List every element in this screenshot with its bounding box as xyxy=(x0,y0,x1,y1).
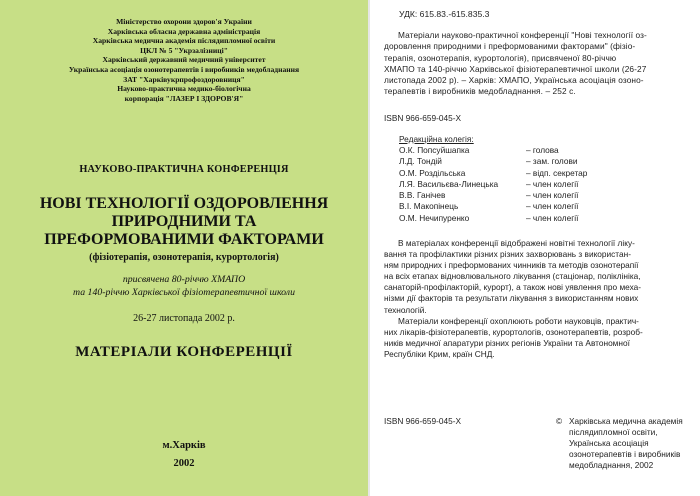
summary-line: вання та профілактики різних різних захворювань з використан- xyxy=(384,249,631,260)
summary-line: ників медичної апаратури різних регіонів України та Автономної xyxy=(384,337,630,348)
dedication-line: та 140-річчю Харківської фізіотерапевтичної школи xyxy=(73,286,295,298)
organization-line: Харківський державний медичний університет xyxy=(102,55,266,65)
abstract-line: листопада 2002 р). – Харків: ХМАПО, Українська асоціація озоно- xyxy=(384,75,644,86)
copyright-line: озонотерапевтів і виробників xyxy=(569,449,681,459)
bibliographic-description xyxy=(384,30,696,98)
editorial-board-title: Редакційна колегія: xyxy=(399,134,474,144)
member-name: В.І. Макопінець xyxy=(399,201,459,212)
conference-kind: НАУКОВО-ПРАКТИЧНА КОНФЕРЕНЦІЯ xyxy=(79,164,289,175)
isbn-bottom: ISBN 966-659-045-X xyxy=(384,416,462,426)
copyright-line: Українська асоціація xyxy=(569,438,649,448)
organizations-list xyxy=(0,17,368,103)
board-member xyxy=(399,156,689,167)
member-role: – член колегії xyxy=(526,212,579,223)
abstract-line: терапевтів і виробників медобладнання. – 252 с. xyxy=(384,86,576,97)
abstract-line: Матеріали науково-практичної конференції "Нові технології оз- xyxy=(398,30,647,40)
publication-year: 2002 xyxy=(173,458,195,469)
title-line: ПРЕФОРМОВАНИМИ ФАКТОРАМИ xyxy=(44,231,324,248)
organization-line: Харківська медична академія післядипломної освіти xyxy=(92,36,276,46)
organization-line: корпорація "ЛАЗЕР І ЗДОРОВ'Я" xyxy=(124,93,244,103)
member-role: – голова xyxy=(526,145,559,155)
summary-line: технологій. xyxy=(384,304,427,315)
member-role: – член колегії xyxy=(526,201,579,212)
member-role: – член колегії xyxy=(526,190,579,201)
member-role: – відп. секретар xyxy=(526,167,588,178)
summary-line: санаторій-профілакторій, курорт), а також нові уявлення про меха- xyxy=(384,282,642,293)
member-name: Л.Я. Васильєва-Линецька xyxy=(399,178,499,189)
member-role: – зам. голови xyxy=(526,156,578,167)
editorial-board xyxy=(399,134,689,224)
copyright-line: Харківська медична академія xyxy=(569,416,683,426)
summary-line: Матеріали конференції охоплюють роботи науковців, практич- xyxy=(398,315,639,326)
conference-dates: 26-27 листопада 2002 р. xyxy=(133,313,235,324)
title-line: ПРИРОДНИМИ ТА xyxy=(111,213,257,230)
copyright-block xyxy=(556,416,683,471)
board-member xyxy=(399,168,689,179)
summary-line: на всіх етапах відновлювального лікування (стаціонар, поліклініка, xyxy=(384,271,641,282)
summary-line: В матеріалах конференції відображені новітні технології ліку- xyxy=(398,238,635,248)
conference-title xyxy=(0,195,368,249)
dedication-line: присвячена 80-річчю ХМАПО xyxy=(122,274,246,285)
abstract-line: ХМАПО та 140-річчю Харківської фізіотерапевтичної школи (26-27 xyxy=(384,63,647,74)
title-line: НОВІ ТЕХНОЛОГІЇ ОЗДОРОВЛЕННЯ xyxy=(39,195,329,212)
board-member xyxy=(399,179,689,190)
summary-line: Республіки Крим, країн СНД. xyxy=(384,348,495,359)
dedication xyxy=(0,274,368,299)
member-name: В.В. Ганічев xyxy=(399,190,446,201)
member-name: О.М. Нечипуренко xyxy=(399,212,470,223)
member-name: О.К. Попсуйшапка xyxy=(399,145,470,155)
board-member xyxy=(399,190,689,201)
organization-line: Харківська обласна державна адміністрація xyxy=(107,26,261,36)
copyright-line: медобладнання, 2002 xyxy=(569,460,654,470)
udk-code: УДК: 615.83.-615.835.3 xyxy=(399,9,490,19)
copyright-line: післядипломної освіти, xyxy=(569,427,658,437)
organization-line: Українська асоціація озонотерапевтів і виробників медобладнання xyxy=(68,64,300,74)
abstract-line: доровлення природними і преформованими факторами" (фізіо- xyxy=(384,41,636,52)
imprint-page xyxy=(370,0,700,496)
materials-heading: МАТЕРІАЛИ КОНФЕРЕНЦІЇ xyxy=(75,344,293,360)
organization-line: Науково-практична медико-біологічна xyxy=(117,84,251,94)
board-member xyxy=(399,201,689,212)
organization-line: ЗАТ "Харківукрпрофоздоровниця" xyxy=(123,74,245,84)
member-role: – член колегії xyxy=(526,178,579,189)
summary-line: нізми дії факторів та результати лікування з використанням нових xyxy=(384,293,639,304)
board-member xyxy=(399,213,689,224)
organization-line: ЦКЛ № 5 "Укрзалізниці" xyxy=(140,45,228,55)
copyright-symbol: © xyxy=(556,416,563,426)
summary-line: ням природних і преформованих чинників та методів озонотерапії xyxy=(384,260,639,271)
publication-city: м.Харків xyxy=(162,440,206,451)
member-name: Л.Д. Тондій xyxy=(399,156,442,167)
board-member xyxy=(399,145,689,156)
member-name: О.М. Роздільська xyxy=(399,167,466,178)
summary-text xyxy=(384,238,696,360)
conference-subtitle: (фізіотерапія, озонотерапія, курортологія) xyxy=(89,252,279,263)
summary-line: них лікарів-фізіотерапевтів, курортологів, озонотерапевтів, розроб- xyxy=(384,326,643,337)
abstract-line: терапія, озонотерапія, курортологія), присвяченої 80-річчю xyxy=(384,52,617,63)
organization-line: Міністерство охорони здоров'я України xyxy=(116,17,252,26)
isbn-top: ISBN 966-659-045-X xyxy=(384,113,462,123)
